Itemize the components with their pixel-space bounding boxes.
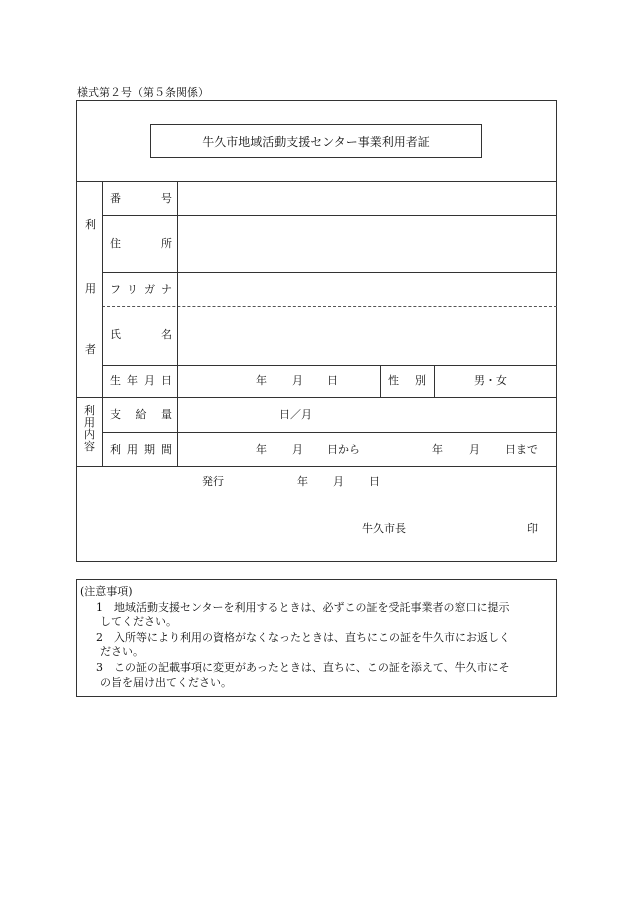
- section-user-char: 用: [85, 282, 96, 295]
- seal-mark: 印: [527, 522, 538, 535]
- note-line: ださい。: [100, 645, 144, 658]
- notes-heading: (注意事項): [80, 585, 133, 598]
- amount-unit: 日／月: [279, 408, 312, 421]
- section-user-char: 者: [85, 343, 96, 356]
- note-line: してください。: [100, 615, 177, 628]
- issue-day: 日: [369, 475, 380, 488]
- birth-month-unit: 月: [292, 374, 303, 387]
- birth-day-unit: 日: [327, 374, 338, 387]
- rule: [434, 365, 435, 397]
- period-to-month: 月: [469, 443, 480, 456]
- rule: [380, 365, 381, 397]
- certificate-title: 牛久市地域活動支援センター事業利用者証: [202, 134, 430, 149]
- label-address: 住 所: [110, 237, 172, 250]
- issue-year: 年: [297, 475, 308, 488]
- rule: [76, 466, 557, 467]
- section-use-char: 利: [84, 404, 95, 417]
- rule: [102, 181, 103, 466]
- rule: [76, 397, 557, 398]
- section-user-char: 利: [85, 218, 96, 231]
- period-from-year: 年: [256, 443, 267, 456]
- number-field[interactable]: [178, 182, 556, 215]
- note-line: 1 地域活動支援センターを利用するときは、必ずこの証を受託事業者の窓口に提示: [96, 601, 510, 614]
- period-to-day: 日まで: [505, 443, 538, 456]
- note-line: の旨を届け出てください。: [100, 676, 232, 689]
- period-to-year: 年: [432, 443, 443, 456]
- rule: [102, 365, 557, 366]
- form-number: 様式第２号（第５条関係）: [77, 86, 209, 99]
- label-number: 番 号: [110, 192, 172, 205]
- mayor-title: 牛久市長: [362, 522, 406, 535]
- label-furigana: フ リ ガ ナ: [110, 283, 172, 296]
- rule: [102, 432, 557, 433]
- address-field[interactable]: [178, 216, 556, 272]
- section-use-char: 用: [84, 416, 95, 429]
- note-line: 2 入所等により利用の資格がなくなったときは、直ちにこの証を牛久市にお返しく: [96, 631, 510, 644]
- section-use-char: 内: [84, 428, 95, 441]
- issue-label: 発行: [202, 475, 224, 488]
- title-box: [150, 124, 482, 158]
- note-line: 3 この証の記載事項に変更があったときは、直ちに、この証を添えて、牛久市にそ: [96, 661, 510, 674]
- section-use-char: 容: [84, 440, 95, 453]
- issue-month: 月: [333, 475, 344, 488]
- period-from-month: 月: [292, 443, 303, 456]
- label-name: 氏 名: [110, 328, 172, 341]
- label-birth-date: 生 年 月 日: [110, 374, 172, 387]
- name-field[interactable]: [178, 307, 556, 365]
- birth-year-unit: 年: [256, 374, 267, 387]
- label-gender: 性 別: [388, 374, 426, 387]
- label-period: 利 用 期 間: [110, 443, 172, 456]
- period-from-day: 日から: [327, 443, 360, 456]
- gender-options[interactable]: 男・女: [474, 374, 507, 387]
- furigana-field[interactable]: [178, 273, 556, 306]
- label-amount: 支 給 量: [110, 408, 172, 421]
